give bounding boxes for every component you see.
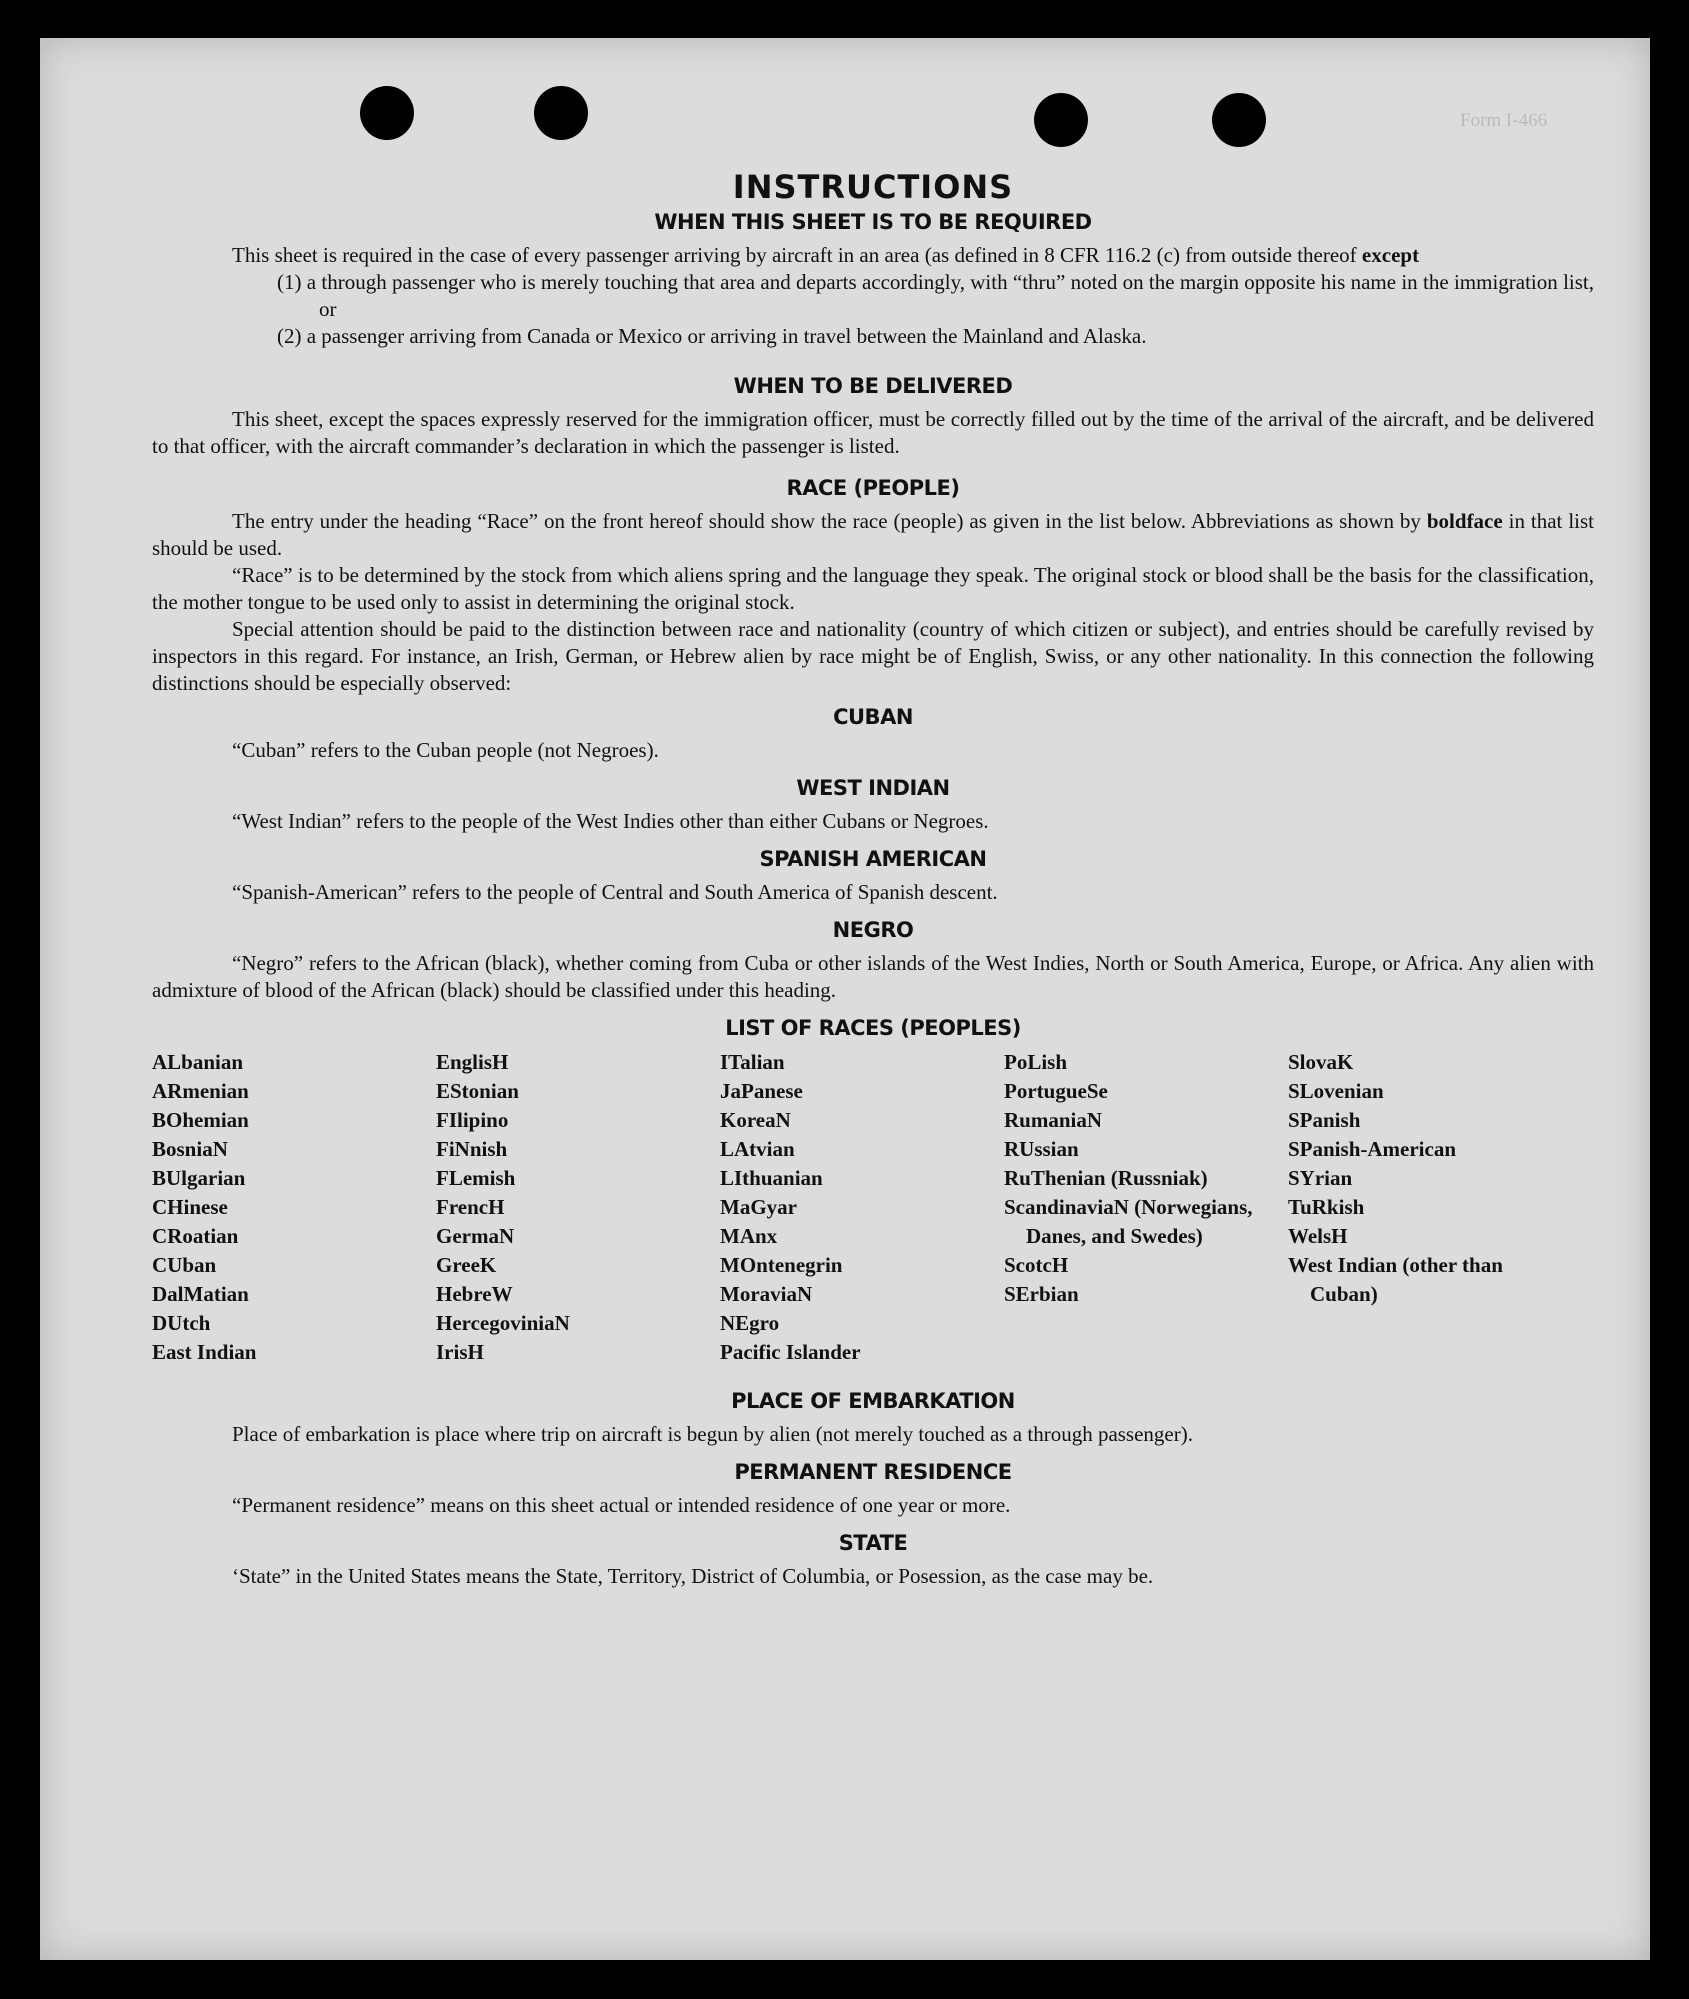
race-item: LAtvian xyxy=(720,1137,795,1161)
race-item: BosniaN xyxy=(152,1137,228,1161)
races-column-1 xyxy=(152,1048,436,1367)
race-item: PoLish xyxy=(1004,1050,1068,1074)
race-item: EnglisH xyxy=(436,1050,509,1074)
document-page xyxy=(40,38,1650,1960)
heading-race: RACE (PEOPLE) xyxy=(786,476,960,500)
race-item: HebreW xyxy=(436,1282,513,1306)
races-column-5 xyxy=(1288,1048,1572,1367)
races-column-4 xyxy=(1004,1048,1288,1367)
race-item: ScotcH xyxy=(1004,1253,1069,1277)
race-item: KoreaN xyxy=(720,1108,791,1132)
race-item: IrisH xyxy=(436,1340,484,1364)
race-item: SlovaK xyxy=(1288,1050,1354,1074)
race-item: MaGyar xyxy=(720,1195,797,1219)
race-item: NEgro xyxy=(720,1311,780,1335)
race-item: DalMatian xyxy=(152,1282,249,1306)
race-item: MAnx xyxy=(720,1224,778,1248)
races-list xyxy=(152,1048,1594,1367)
heading-place-of-embarkation: PLACE OF EMBARKATION xyxy=(731,1389,1015,1413)
race-item: WelsH xyxy=(1288,1224,1348,1248)
heading-negro: NEGRO xyxy=(832,918,914,942)
paragraph-race-1: The entry under the heading “Race” on the front hereof should show the race (people) as given in the list below. Abbreviations as shown by boldface in that list should be used. xyxy=(152,509,1595,560)
paragraph-when-required: This sheet is required in the case of every passenger arriving by aircraft in an area (as defined in 8 CFR 116.2 (c) from outside thereof except xyxy=(232,243,1420,267)
race-item: ITalian xyxy=(720,1050,785,1074)
race-item: CUban xyxy=(152,1253,217,1277)
punch-hole xyxy=(1034,93,1088,147)
paragraph-spanish-american: “Spanish-American” refers to the people of Central and South America of Spanish descent. xyxy=(232,880,998,904)
paragraph-west-indian: “West Indian” refers to the people of the West Indies other than either Cubans or Negroes. xyxy=(232,809,989,833)
race-item: RuThenian (Russniak) xyxy=(1004,1166,1208,1190)
race-item: RumaniaN xyxy=(1004,1108,1103,1132)
paragraph-state: ‘State” in the United States means the State, Territory, District of Columbia, or Posession, as the case may be. xyxy=(232,1564,1154,1588)
race-item: ScandinaviaN (Norwegians, Danes, and Swedes) xyxy=(1004,1195,1253,1248)
race-item: TuRkish xyxy=(1288,1195,1365,1219)
heading-west-indian: WEST INDIAN xyxy=(796,776,950,800)
race-item: ARmenian xyxy=(152,1079,249,1103)
heading-state: STATE xyxy=(838,1531,908,1555)
bleedthrough-form-number: Form I-466 xyxy=(1460,110,1548,131)
heading-spanish-american: SPANISH AMERICAN xyxy=(759,847,987,871)
instructions-content xyxy=(152,168,1594,1590)
race-item: LIthuanian xyxy=(720,1166,823,1190)
race-item: CHinese xyxy=(152,1195,228,1219)
race-item: HercegoviniaN xyxy=(436,1311,570,1335)
race-item: ALbanian xyxy=(152,1050,244,1074)
heading-cuban: CUBAN xyxy=(833,705,913,729)
race-item: CRoatian xyxy=(152,1224,239,1248)
race-item: SYrian xyxy=(1288,1166,1353,1190)
race-item: BOhemian xyxy=(152,1108,249,1132)
paragraph-when-delivered: This sheet, except the spaces expressly reserved for the immigration officer, must be correctly filled out by the time of the arrival of the aircraft, and be delivered to that officer, with the aircraft commander’s declaration in which the passenger is listed. xyxy=(152,407,1594,458)
race-item: FLemish xyxy=(436,1166,516,1190)
race-item: GermaN xyxy=(436,1224,515,1248)
paragraph-negro: “Negro” refers to the African (black), whether coming from Cuba or other islands of the West Indies, North or South America, Europe, or Africa. Any alien with admixture of blood of the African (black) should be classified under this heading. xyxy=(152,951,1594,1002)
races-column-2 xyxy=(436,1048,720,1367)
race-item: PortugueSe xyxy=(1004,1079,1108,1103)
heading-list-of-races: LIST OF RACES (PEOPLES) xyxy=(725,1016,1021,1040)
paragraph-place-of-embarkation: Place of embarkation is place where trip on aircraft is begun by alien (not merely touched as a through passenger). xyxy=(232,1422,1193,1446)
race-item: RUssian xyxy=(1004,1137,1079,1161)
paragraph-race-3: Special attention should be paid to the distinction between race and nationality (country of which citizen or subject), and entries should be carefully revised by inspectors in this regard. For instance, an Irish, German, or Hebrew alien by race might be of English, Swiss, or any other nationality. In this connection the following distinctions should be especially observed: xyxy=(152,617,1594,695)
race-item: SErbian xyxy=(1004,1282,1079,1306)
race-item: East Indian xyxy=(152,1340,257,1364)
punch-hole xyxy=(360,86,414,140)
heading-when-delivered: WHEN TO BE DELIVERED xyxy=(733,374,1013,398)
race-item: MOntenegrin xyxy=(720,1253,843,1277)
race-item: FiNnish xyxy=(436,1137,508,1161)
race-item: Pacific Islander xyxy=(720,1340,861,1364)
race-item: FIlipino xyxy=(436,1108,509,1132)
race-item: BUlgarian xyxy=(152,1166,246,1190)
exception-item-1: (1) a through passenger who is merely touching that area and departs accordingly, with “thru” noted on the margin opposite his name in the immigration list, or xyxy=(277,270,1594,321)
heading-when-required: WHEN THIS SHEET IS TO BE REQUIRED xyxy=(654,210,1092,234)
paragraph-permanent-residence: “Permanent residence” means on this sheet actual or intended residence of one year or more. xyxy=(232,1493,1011,1517)
race-item: FrencH xyxy=(436,1195,505,1219)
race-item: SPanish xyxy=(1288,1108,1361,1132)
race-item: West Indian (other than Cuban) xyxy=(1288,1253,1503,1306)
exception-item-2: (2) a passenger arriving from Canada or Mexico or arriving in travel between the Mainland and Alaska. xyxy=(277,324,1147,348)
race-item: JaPanese xyxy=(720,1079,803,1103)
punch-hole xyxy=(1212,93,1266,147)
race-item: DUtch xyxy=(152,1311,211,1335)
race-item: GreeK xyxy=(436,1253,497,1277)
race-item: EStonian xyxy=(436,1079,519,1103)
heading-permanent-residence: PERMANENT RESIDENCE xyxy=(734,1460,1012,1484)
paragraph-cuban: “Cuban” refers to the Cuban people (not Negroes). xyxy=(232,738,659,762)
punch-hole xyxy=(534,86,588,140)
race-item: SPanish-American xyxy=(1288,1137,1456,1161)
races-column-3 xyxy=(720,1048,1004,1367)
race-item: SLovenian xyxy=(1288,1079,1384,1103)
race-item: MoraviaN xyxy=(720,1282,813,1306)
page-title: INSTRUCTIONS xyxy=(732,168,1014,206)
paragraph-race-2: “Race” is to be determined by the stock from which aliens spring and the language they speak. The original stock or blood shall be the basis for the classification, the mother tongue to be used only to assist in determining the original stock. xyxy=(152,563,1594,614)
